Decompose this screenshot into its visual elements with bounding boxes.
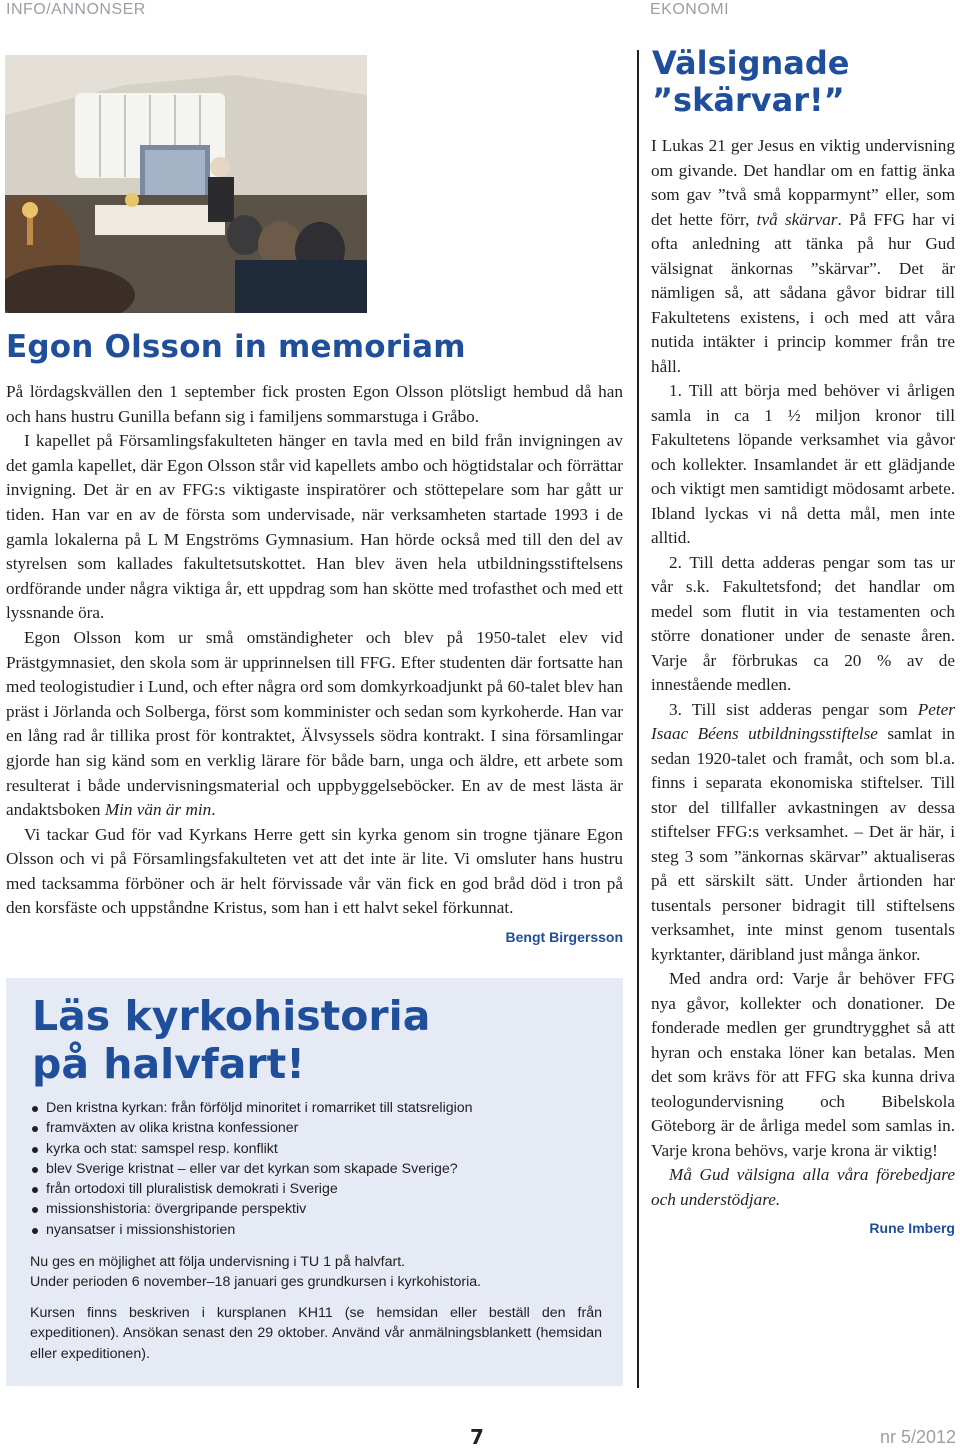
list-item: framväxten av olika kristna konfessioner <box>30 1118 473 1138</box>
side-paragraph: Med andra ord: Varje år behöver FFG nya gåvor, kollekter och donationer. De fonderade medlen ger grundtrygghet så att hyran och enstaka löner kan betalas. Men det som krävs för att FFG ska kunna driva teologundervisning och Bibelskola Göteborg är de årliga medel som samlas in. Varje krona behövs, varje krona är viktig! <box>651 969 955 1160</box>
foundation-name: Peter Isaac Béens utbildningsstiftelse <box>651 699 955 743</box>
list-item: från ortodoxi till pluralistisk demokrati i Sverige <box>30 1179 473 1199</box>
list-item: blev Sverige kristnat – eller var det kyrkan som skapade Sverige? <box>30 1159 473 1179</box>
chapel-photo <box>5 55 367 313</box>
side-blessing: Må Gud välsigna alla våra förebedjare och understödjare. <box>651 1165 955 1209</box>
side-paragraph: 2. Till detta adderas pengar som tas ur vår s.k. Fakultetsfond; det handlar om medel som flutit in via testamenten och större donationer under de senaste åren. Varje år förbrukas ca 20 % av de innestående medlen. <box>651 552 955 694</box>
box-application-note: Kursen finns beskriven i kursplanen KH11 (se hemsidan eller beställ den från expeditionen). Ansökan senast den 29 oktober. Använd vår anmälningsblankett (hemsidan eller expeditionen). <box>30 1305 602 1362</box>
page-number: 7 <box>470 1425 484 1449</box>
section-label-right: EKONOMI <box>650 1 730 18</box>
article-paragraph: På lördagskvällen den 1 september fick prosten Egon Olsson plötsligt hembud då han och hans hustru Gunilla befann sig i familjens sommarstuga i Gråbo. <box>6 382 623 426</box>
article-text: . <box>211 800 216 820</box>
side-emphasis: två skärvar <box>756 209 838 229</box>
issue-number: nr 5/2012 <box>879 1427 956 1447</box>
course-info-box <box>6 978 623 1386</box>
side-paragraph: 1. Till att börja med behöver vi årligen samla in ca 1 ½ miljon kronor till Fakultetens löpande verksamhet via gåvor och kollekter. Insamlandet är ett glädjande och viktigt men samtidigt mödosamt arbete. Ibland lyckas vi nå detta mål, men inte alltid. <box>651 381 955 547</box>
list-item: nyansatser i missionshistorien <box>30 1220 473 1240</box>
box-note-line: Nu ges en möjlighet att följa undervisning i TU 1 på halvfart. <box>30 1254 406 1270</box>
side-title-line: ”skärvar!” <box>652 81 845 119</box>
section-label-left: INFO/ANNONSER <box>6 1 146 18</box>
side-text: I Lukas 21 ger Jesus en viktig undervisning om givande. Det handlar om en fattig änka som gav ”två små kopparmynt” eller, som det hette förr, <box>651 136 955 229</box>
list-item: missionshistoria: övergripande perspektiv <box>30 1199 473 1219</box>
article-byline: Bengt Birgersson <box>505 929 623 946</box>
side-paragraph <box>651 134 955 379</box>
side-title-line: Välsignade <box>652 44 850 82</box>
side-text: 3. Till sist adderas pengar som <box>669 699 918 719</box>
side-text: . På FFG har vi ofta anledning att tänka på hur Gud välsignat änkornas ”skärvar”. Det är nämligen så, att sådana gåvor bidrar till Fakultetens existens, i och med att våra nutida intäkter i princip kommer från tre håll. <box>651 209 955 376</box>
box-title <box>32 992 430 1088</box>
article-paragraph <box>6 823 623 946</box>
box-note-line: Under perioden 6 november–18 januari ges grundkursen i kyrkohistoria. <box>30 1274 482 1291</box>
list-item: Den kristna kyrkan: från förföljd minoritet i romarriket till statsreligion <box>30 1098 473 1118</box>
box-title-line: på halvfart! <box>32 1040 305 1088</box>
side-byline: Rune Imberg <box>869 1220 955 1236</box>
article-title: Egon Olsson in memoriam <box>6 329 466 365</box>
book-title: Min vän är min <box>104 800 212 820</box>
side-article-body <box>651 134 955 1241</box>
side-text: samlat in sedan 1920-talet och framåt, och som bl.a. finns i separata ekonomiska stiftelser. Till stor del tillfaller avkastningen av dessa stiftelser FFG:s verksamhet. – Det är här, i steg 3 som ”änkornas skärvar” aktualiseras på ett särskilt sätt. Under årtionden har tusentals personer bidragit till stiftelsens verksamhet, inte minst genom tusentals kyrktanter, däribland just många änkor. <box>651 724 955 964</box>
side-title <box>652 45 849 119</box>
column-divider <box>637 50 639 1388</box>
article-text: Egon Olsson kom ur små omständigheter och blev på 1950-talet elev vid Prästgymnasiet, den skola som är upprinnelsen till FFG. Efter studenten där fortsatte han med teologistudier i Lund, och efter några ord som domkyrkoadjunkt på 60-talet blev han präst i Jörlanda och Solberga, först som komminister och sedan som kyrkoherde. Han var en lång rad år tillika prost för kontraktet, Älvsyssels södra kontrakt. I sina församlingar gjorde han sig känd som en verklig lärare för både barn, unga och äldre, ett arbete som resulterat i både undervisningsmaterial och uppbyggelseböcker. En av de mest lästa är andaktsboken <box>6 627 623 820</box>
side-paragraph <box>651 698 955 968</box>
course-topics-list <box>30 1098 473 1240</box>
chapel-photo-illustration <box>5 55 367 313</box>
list-item: kyrka och stat: samspel resp. konflikt <box>30 1139 473 1159</box>
box-title-line: Läs kyrkohistoria <box>32 992 431 1040</box>
article-paragraph: I kapellet på Församlingsfakulteten hänger en tavla med en bild från invigningen av det gamla kapellet, där Egon Olsson står vid kapellets ambo och högtidstalar och förrättar invigning. Det är en av FFG:s viktigaste inspiratörer och stöttepelare som har gått ur tiden. Han var en av de första som undervisade, när verksamheten startade 1993 i de gamla lokalerna på L M Engströms Gymnasium. Han hörde också med till den del av styrelsen som kallades fakultetsutskottet. Han blev även hela utbildningsstiftelsens ordförande under några viktiga år, ett uppdrag som han skötte med trofasthet och med ett lyssnande öra. <box>6 431 623 623</box>
article-paragraph <box>6 626 623 823</box>
article-body <box>6 380 623 950</box>
side-paragraph <box>651 1163 955 1212</box>
article-text: Vi tackar Gud för vad Kyrkans Herre gett sin kyrka genom sin trogne tjänare Egon Olsson och vi på Församlingsfakulteten vet att det inte är lite. Vi omsluter hans hustru med tacksamma förböner och är helt förvissade vår vän fick en god bråd död i tron på den korsfäste och uppståndne Kristus, som han i ett halvt sekel förkunnat. <box>6 824 623 918</box>
box-note <box>30 1252 602 1293</box>
